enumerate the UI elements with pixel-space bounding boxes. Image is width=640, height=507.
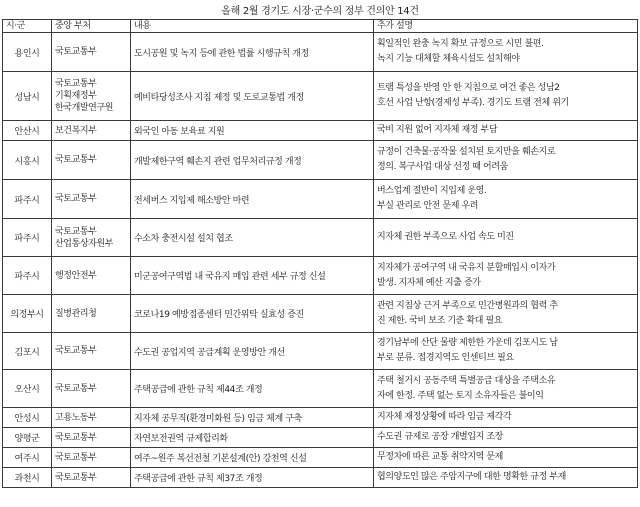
table-row: [3, 180, 638, 219]
cell-city: 여주시: [3, 448, 52, 468]
cell-content: 코로나19 예방접종센터 민간위탁 실효성 증진: [131, 295, 374, 333]
note-line: 수도권 규제로 공장 개별입지 조장: [377, 432, 503, 442]
ministry-name: 국토교통부: [55, 226, 97, 237]
cell-ministry: [52, 121, 131, 141]
note-line: 자에 한정. 주택 없는 토지 소유자들은 불이익: [377, 390, 544, 401]
ministry-name: 국토교통부: [55, 452, 97, 463]
cell-ministry: [52, 408, 131, 428]
cell-ministry: [52, 141, 131, 180]
cell-note: [374, 408, 638, 428]
table-row: [3, 428, 638, 448]
note-line: 부로 분류. 접경지역도 인센티브 필요: [377, 353, 514, 363]
document-title: 올해 2월 경기도 시장·군수의 정부 건의안 14건: [221, 6, 419, 17]
cell-city: 파주시: [3, 257, 52, 295]
cell-city: 안산시: [3, 121, 52, 141]
cell-content: 자연보전권역 규제합리화: [131, 428, 374, 448]
table-row: [3, 295, 638, 333]
note-line: 획일적인 완충 녹지 확보 규정으로 시민 불편.: [377, 39, 544, 49]
cell-ministry: [52, 257, 131, 295]
note-line: 녹지 기능 대체할 체육시설도 설치해야: [377, 54, 520, 64]
cell-note: [374, 141, 638, 180]
ministry-name: 국토교통부: [55, 47, 97, 57]
ministry-name: 고용노동부: [55, 412, 97, 423]
note-line: 지자체가 공여구역 내 국유지 분할매입시 이자가: [377, 262, 556, 273]
ministry-name: 국토교통부: [55, 194, 97, 204]
cell-content: 외국인 아동 보육료 지원: [131, 121, 374, 141]
cell-note: [374, 219, 638, 257]
note-line: 관련 지침상 근거 부족으로 민간병원과의 협력 추: [377, 300, 558, 311]
cell-content: 전세버스 지입제 해소방안 마련: [131, 180, 374, 219]
cell-note: [374, 333, 638, 370]
note-line: 협의양도인 많은 주암지구에 대한 명확한 규정 부재: [377, 472, 566, 482]
note-line: 발생. 지자체 예산 지출 증가: [377, 277, 481, 288]
cell-note: [374, 448, 638, 468]
cell-note: [374, 468, 638, 488]
cell-city: 안성시: [3, 408, 52, 428]
header-city: 시·군: [3, 20, 52, 33]
note-line: 경기남부에 산단 물량 제한한 가운데 김포시도 남: [377, 338, 558, 348]
note-line: 부실 관리로 안전 문제 우려: [377, 201, 479, 211]
note-line: 진 제한. 국비 보조 기준 확대 필요: [377, 315, 503, 326]
cell-ministry: [52, 33, 131, 72]
cell-ministry: [52, 448, 131, 468]
cell-ministry: [52, 219, 131, 257]
cell-content: 주택공급에 관한 규칙 제37조 개정: [131, 468, 374, 488]
cell-note: [374, 121, 638, 141]
header-note: 추가 설명: [374, 20, 638, 33]
table-row: [3, 448, 638, 468]
table-body: [3, 33, 638, 488]
cell-ministry: [52, 295, 131, 333]
ministry-name: 국토교통부: [55, 346, 97, 356]
cell-ministry: [52, 428, 131, 448]
cell-note: [374, 180, 638, 219]
cell-content: 미군공여구역법 내 국유지 매입 관련 세부 규정 신설: [131, 257, 374, 295]
table-row: [3, 219, 638, 257]
cell-ministry: [52, 370, 131, 408]
proposal-table: [2, 19, 638, 488]
ministry-name: 산업통상자원부: [55, 238, 114, 249]
header-content: 내용: [131, 20, 374, 33]
ministry-name: 국토교통부: [55, 155, 97, 165]
ministry-name: 행정안전부: [55, 270, 97, 281]
cell-content: 여주~원주 복선전철 기본설계(안) 강천역 신설: [131, 448, 374, 468]
table-row: [3, 333, 638, 370]
cell-ministry: [52, 468, 131, 488]
note-line: 지자체 재정상황에 따라 임금 제각각: [377, 412, 512, 422]
header-ministry: 중앙 부처: [52, 20, 131, 33]
cell-note: [374, 33, 638, 72]
cell-content: 개발제한구역 훼손지 관련 업무처리규정 개정: [131, 141, 374, 180]
cell-city: 과천시: [3, 468, 52, 488]
note-line: 버스업계 절반이 지입제 운영.: [377, 186, 487, 196]
cell-city: 김포시: [3, 333, 52, 370]
table-row: [3, 370, 638, 408]
cell-note: [374, 257, 638, 295]
cell-note: [374, 72, 638, 121]
table-row: [3, 33, 638, 72]
cell-ministry: [52, 180, 131, 219]
cell-ministry: [52, 72, 131, 121]
table-row: [3, 408, 638, 428]
cell-city: 성남시: [3, 72, 52, 121]
cell-city: 오산시: [3, 370, 52, 408]
cell-note: [374, 428, 638, 448]
cell-city: 파주시: [3, 180, 52, 219]
table-row: [3, 141, 638, 180]
ministry-name: 국토교통부: [55, 383, 97, 394]
cell-city: 용인시: [3, 33, 52, 72]
ministry-name: 기획재정부: [55, 91, 97, 101]
ministry-name: 질병관리청: [55, 308, 97, 319]
table-row: [3, 468, 638, 488]
cell-content: 도시공원 및 녹지 등에 관한 법률 시행규칙 개정: [131, 33, 374, 72]
note-line: 트램 특성을 반영 안 한 지침으로 여건 좋은 성남2: [377, 83, 560, 93]
table-header-row: [3, 20, 638, 33]
table-row: [3, 72, 638, 121]
note-line: 정의. 복구사업 대상 선정 때 어려움: [377, 162, 508, 172]
table-row: [3, 121, 638, 141]
ministry-name: 국토교통부: [55, 79, 97, 89]
cell-content: 주택공급에 관한 규칙 제44조 개정: [131, 370, 374, 408]
cell-note: [374, 370, 638, 408]
cell-city: 의정부시: [3, 295, 52, 333]
ministry-name: 국토교통부: [55, 472, 97, 483]
ministry-name: 국토교통부: [55, 432, 97, 443]
cell-content: 수도권 공업지역 공급계획 운영방안 개선: [131, 333, 374, 370]
table-row: [3, 257, 638, 295]
ministry-name: 보건복지부: [55, 125, 97, 136]
note-line: 국비 지원 없어 지자체 재정 부담: [377, 125, 498, 135]
note-line: 무정차에 따른 교통 취약지역 문제: [377, 452, 503, 462]
cell-city: 시흥시: [3, 141, 52, 180]
note-line: 규정이 건축물·공작물 설치된 토지만을 훼손지로: [377, 147, 556, 157]
cell-city: 파주시: [3, 219, 52, 257]
cell-content: 예비타당성조사 지침 제정 및 도로교통법 개정: [131, 72, 374, 121]
cell-ministry: [52, 333, 131, 370]
note-line: 주택 철거시 공동주택 특별공급 대상을 주택소유: [377, 375, 556, 386]
note-line: 호선 사업 난항(경제성 부족). 경기도 트램 전체 위기: [377, 98, 569, 108]
cell-content: 수소차 충전시설 설치 협조: [131, 219, 374, 257]
cell-city: 양평군: [3, 428, 52, 448]
note-line: 지자체 권한 부족으로 사업 속도 미진: [377, 232, 514, 242]
cell-note: [374, 295, 638, 333]
cell-content: 지자체 공무직(환경미화원 등) 임금 체계 구축: [131, 408, 374, 428]
ministry-name: 한국개발연구원: [55, 103, 114, 113]
